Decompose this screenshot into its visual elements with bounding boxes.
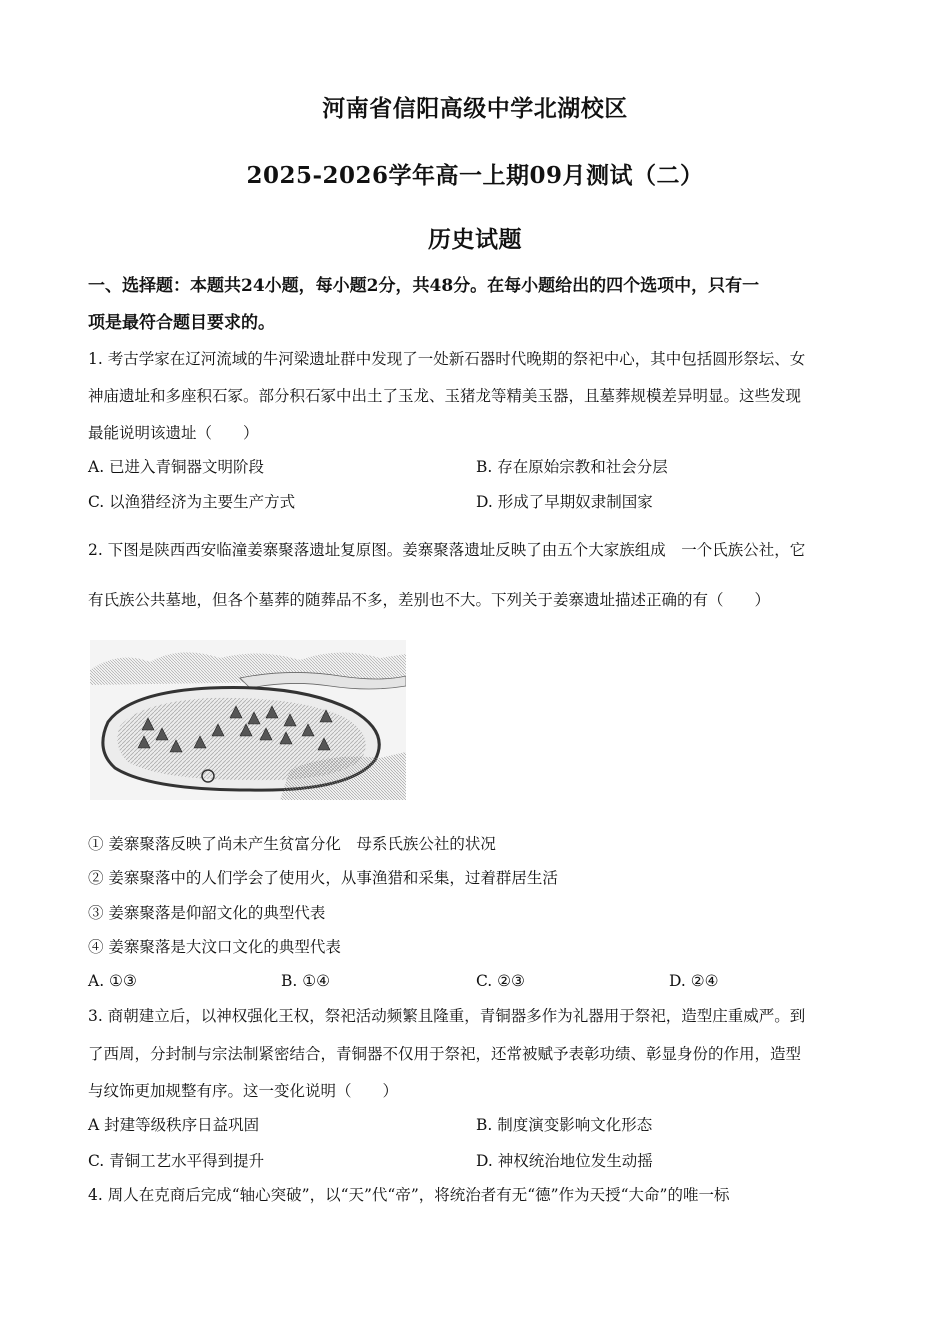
q2-option-a: A. ①③	[88, 972, 137, 990]
q2-statement-3: ③ 姜寨聚落是仰韶文化的典型代表	[88, 904, 326, 922]
q1-stem-line1: 1. 考古学家在辽河流域的牛河梁遗址群中发现了一处新石器时代晚期的祭祀中心，其中包括圆形祭坛、女	[88, 350, 806, 368]
q1-stem-line3: 最能说明该遗址（ ）	[88, 424, 259, 442]
q2-option-b: B. ①④	[281, 972, 331, 990]
q1-stem-line2: 神庙遗址和多座积石冢。部分积石冢中出土了玉龙、玉猪龙等精美玉器，且墓葬规模差异明显。这些发现	[88, 387, 802, 405]
q2-option-c: C. ②③	[476, 972, 525, 990]
q3-stem-line3: 与纹饰更加规整有序。这一变化说明（ ）	[88, 1082, 399, 1100]
q3-stem-line1: 3. 商朝建立后，以神权强化王权，祭祀活动频繁且隆重，青铜器多作为礼器用于祭祀，造型庄重威严。到	[88, 1007, 806, 1025]
exam-title: 2025-2026学年高一上期09月测试（二）	[246, 162, 704, 189]
q3-option-c: C. 青铜工艺水平得到提升	[88, 1152, 265, 1170]
q4-stem-line1: 4. 周人在克商后完成“轴心突破”，以“天”代“帝”，将统治者有无“德”作为天授“大命”的唯一标	[88, 1186, 730, 1204]
q2-stem-line2: 有氏族公共墓地，但各个墓葬的随葬品不多，差别也不大。下列关于姜寨遗址描述正确的有（ ）	[88, 591, 771, 609]
q2-statement-1: ① 姜寨聚落反映了尚未产生贫富分化 母系氏族公社的状况	[88, 835, 496, 853]
q2-statement-2: ② 姜寨聚落中的人们学会了使用火，从事渔猎和采集，过着群居生活	[88, 869, 558, 887]
jiangzhai-settlement-image	[90, 640, 406, 800]
subject-title: 历史试题	[428, 226, 522, 253]
q2-option-d: D. ②④	[669, 972, 719, 990]
section-instruction-line2: 项是最符合题目要求的。	[88, 313, 275, 333]
q3-option-d: D. 神权统治地位发生动摇	[476, 1152, 653, 1170]
q3-option-b: B. 制度演变影响文化形态	[476, 1116, 653, 1134]
q1-option-c: C. 以渔猎经济为主要生产方式	[88, 493, 296, 511]
q1-option-d: D. 形成了早期奴隶制国家	[476, 493, 653, 511]
q2-statement-4: ④ 姜寨聚落是大汶口文化的典型代表	[88, 938, 341, 956]
q3-stem-line2: 了西周，分封制与宗法制紧密结合，青铜器不仅用于祭祀，还常被赋予表彰功绩、彰显身份的作用，造型	[88, 1045, 802, 1063]
section-instruction-line1: 一、选择题：本题共24小题，每小题2分，共48分。在每小题给出的四个选项中，只有一	[88, 276, 760, 296]
q2-stem-line1: 2. 下图是陕西西安临潼姜寨聚落遗址复原图。姜寨聚落遗址反映了由五个大家族组成 一个氏族公社，它	[88, 541, 806, 559]
q1-option-a: A. 已进入青铜器文明阶段	[88, 458, 265, 476]
q1-option-b: B. 存在原始宗教和社会分层	[476, 458, 668, 476]
q3-option-a: A 封建等级秩序日益巩固	[88, 1116, 260, 1134]
school-title: 河南省信阳高级中学北湖校区	[322, 95, 628, 122]
